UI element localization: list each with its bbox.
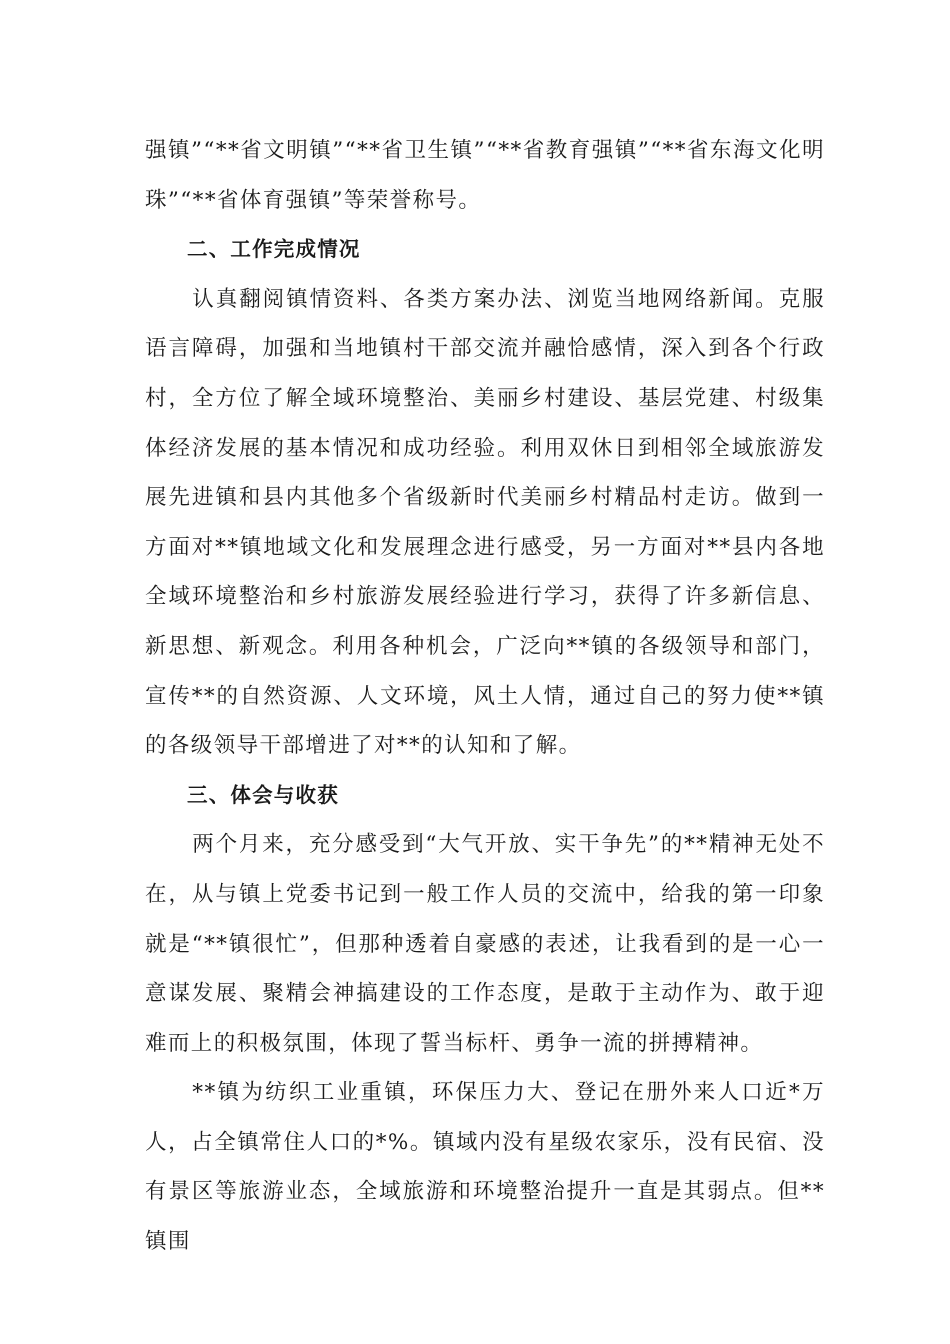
paragraph-work-completion: 认真翻阅镇情资料、各类方案办法、浏览当地网络新闻。克服语言障碍，加强和当地镇村干部交流并融恰感情，深入到各个行政村，全方位了解全域环境整治、美丽乡村建设、基层党建、村级集体经济发展的基本情况和成功经验。利用双休日到相邻全域旅游发展先进镇和县内其他多个省级新时代美丽乡村精品村走访。做到一方面对**镇地域文化和发展理念进行感受，另一方面对**县内各地全域环境整治和乡村旅游发展经验进行学习，获得了许多新信息、新思想、新观念。利用各种机会，广泛向**镇的各级领导和部门，宣传**的自然资源、人文环境，风土人情，通过自己的努力使**镇的各级领导干部增进了对**的认知和了解。: [145, 286, 825, 759]
section-heading-work-completion: 二、工作完成情况: [187, 237, 361, 262]
section-heading-experience-gains: 三、体会与收获: [187, 782, 339, 807]
paragraph-honors-continued: 强镇”“**省文明镇”“**省卫生镇”“**省教育强镇”“**省东海文化明珠”“**省体育强镇”等荣誉称号。: [145, 138, 825, 213]
paragraph-experience-1: 两个月来，充分感受到“大气开放、实干争先”的**精神无处不在，从与镇上党委书记到一般工作人员的交流中，给我的第一印象就是“**镇很忙”，但那种透着自豪感的表述，让我看到的是一心一意谋发展、聚精会神搞建设的工作态度，是敢于主动作为、敢于迎难而上的积极氛围，体现了誓当标杆、勇争一流的拼搏精神。: [145, 832, 825, 1056]
document-body: [145, 126, 825, 1267]
paragraph-experience-2: **镇为纺织工业重镇，环保压力大、登记在册外来人口近*万人，占全镇常住人口的*%。镇域内没有星级农家乐，没有民宿、没有景区等旅游业态，全域旅游和环境整治提升一直是其弱点。但**镇围: [145, 1080, 825, 1255]
